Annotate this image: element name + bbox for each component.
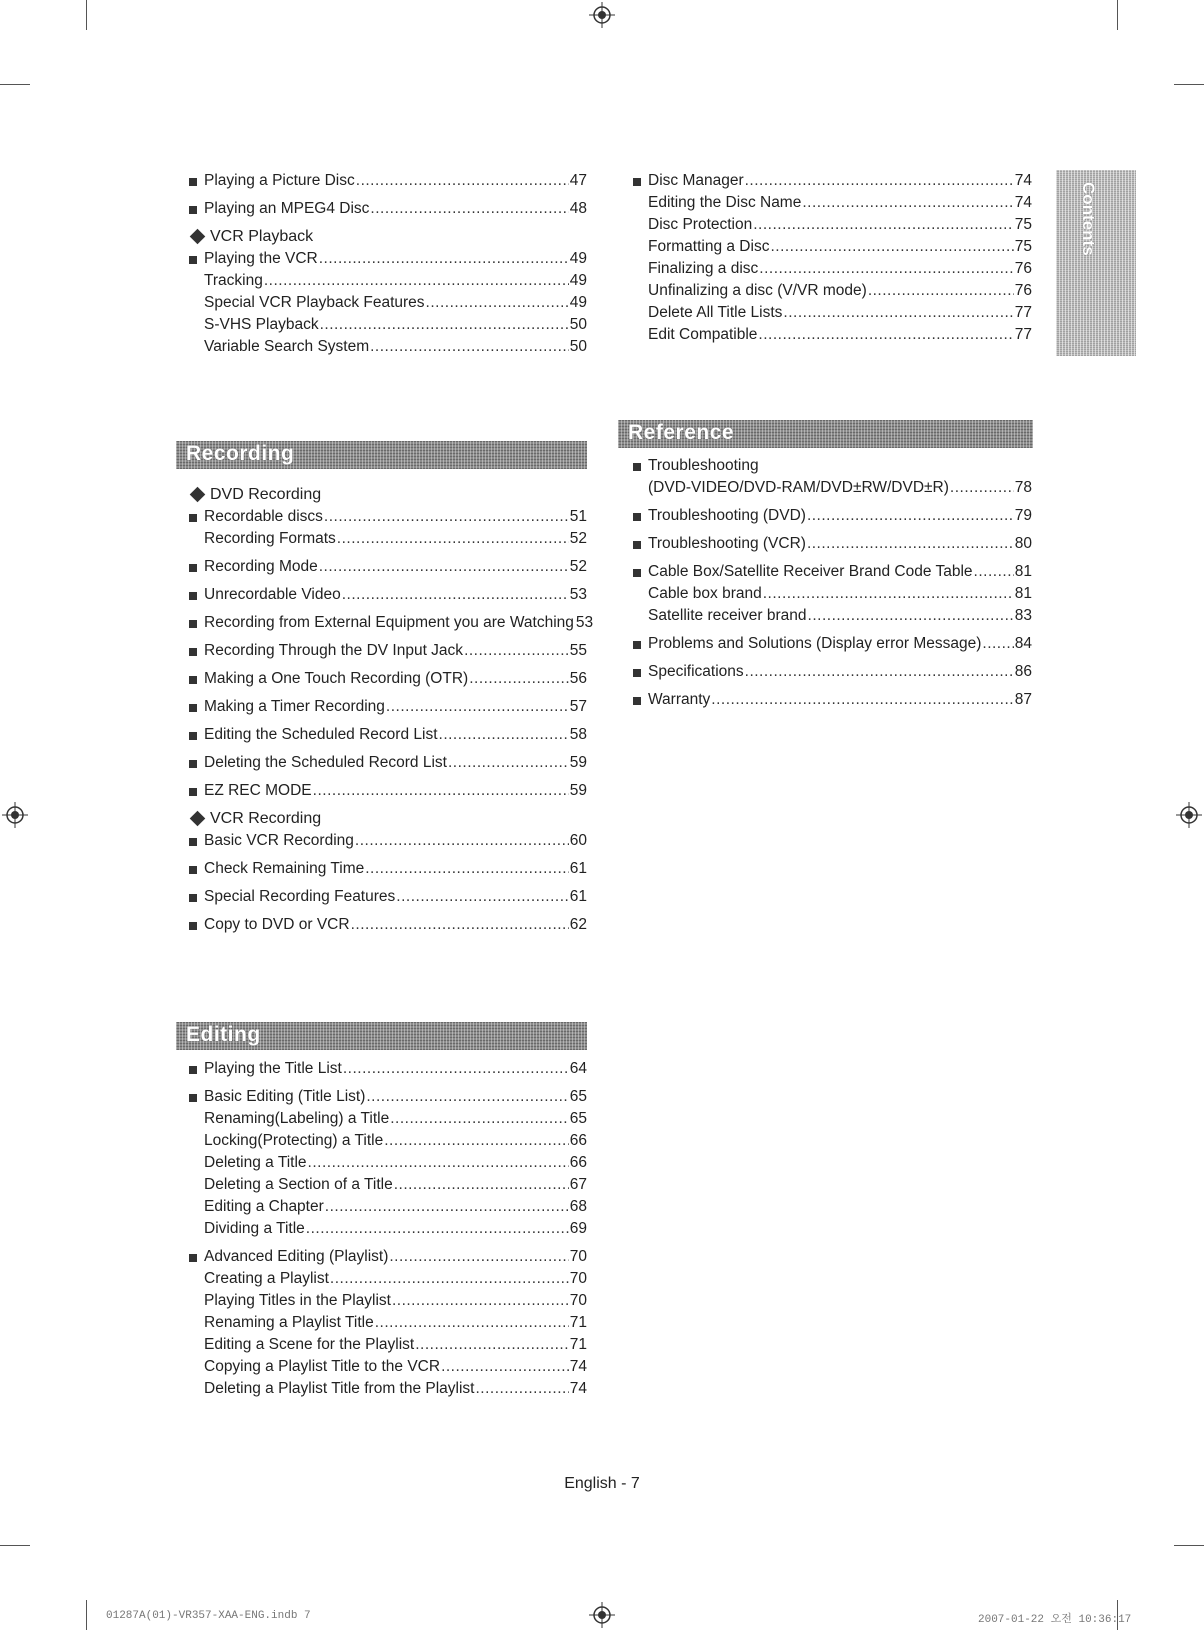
toc-entry-title: Deleting the Scheduled Record List: [204, 754, 447, 771]
toc-page-number: 65: [569, 1088, 587, 1105]
dot-leader: [389, 1246, 568, 1268]
toc-entry-title: Special VCR Playback Features: [204, 294, 425, 311]
toc-entry: [188, 584, 587, 606]
toc-entry: [188, 914, 587, 936]
toc-entry: [632, 689, 1032, 711]
toc-entry: [632, 633, 1032, 655]
toc-page-number: 75: [1014, 216, 1032, 233]
toc-entry-title: S-VHS Playback: [204, 316, 319, 333]
dot-leader: [464, 640, 569, 662]
toc-subentry: [632, 605, 1032, 627]
toc-entry-title: Basic Editing (Title List): [204, 1088, 366, 1105]
dot-leader: [392, 1290, 569, 1312]
toc-page-number: 61: [569, 860, 587, 877]
toc-page-number: 67: [569, 1176, 587, 1193]
toc-page-number: 69: [569, 1220, 587, 1237]
registration-mark-icon: [1176, 802, 1202, 828]
dot-leader: [308, 1152, 569, 1174]
toc-page-number: 50: [569, 338, 587, 355]
toc-page-number: 52: [569, 530, 587, 547]
toc-entry-title: Troubleshooting (DVD): [648, 507, 806, 524]
trim-mark: [86, 0, 87, 30]
toc-entry: [188, 780, 587, 802]
toc-entry-title: Recordable discs: [204, 508, 323, 525]
toc-subentry: [188, 1356, 587, 1378]
toc-page-number: 74: [1014, 194, 1032, 211]
toc-page-number: 81: [1014, 585, 1032, 602]
toc-subheading: [188, 226, 587, 248]
toc-page-number: 78: [1014, 479, 1032, 496]
toc-entry: [188, 752, 587, 774]
toc-subentry: [188, 1378, 587, 1400]
toc-entry-title: Editing the Scheduled Record List: [204, 726, 438, 743]
toc-entry: [632, 533, 1032, 555]
toc-entry: [188, 612, 594, 634]
toc-page-number: 66: [569, 1154, 587, 1171]
registration-mark-icon: [589, 2, 615, 28]
dot-leader: [320, 314, 569, 336]
dot-leader: [982, 633, 1013, 655]
toc-subentry: [188, 1196, 587, 1218]
dot-leader: [745, 661, 1014, 683]
toc-subentry: [632, 236, 1032, 258]
dot-leader: [396, 886, 568, 908]
dot-leader: [324, 506, 569, 528]
toc-page-number: 71: [569, 1336, 587, 1353]
toc-entry-title: Unrecordable Video: [204, 586, 341, 603]
toc-subentry: [632, 192, 1032, 214]
section-title: Editing: [186, 1023, 261, 1046]
dot-leader: [325, 1196, 569, 1218]
dot-leader: [394, 1174, 569, 1196]
dot-leader: [356, 170, 569, 192]
dot-leader: [370, 336, 569, 358]
dot-leader: [384, 1130, 569, 1152]
toc-page-number: 61: [569, 888, 587, 905]
toc-entry-title: Disc Protection: [648, 216, 753, 233]
toc-page-number: 59: [569, 782, 587, 799]
page-footer: English - 7: [564, 1475, 640, 1492]
toc-subentry: [188, 336, 587, 358]
dot-leader: [319, 556, 569, 578]
toc-subentry: [188, 1130, 587, 1152]
dot-leader: [783, 302, 1013, 324]
toc-subentry: [188, 1152, 587, 1174]
toc-page-number: 77: [1014, 304, 1032, 321]
toc-entry-title: Cable box brand: [648, 585, 762, 602]
toc-entry: [632, 505, 1032, 527]
toc-page-number: 53: [569, 586, 587, 603]
toc-page-number: 66: [569, 1132, 587, 1149]
toc-page-number: 59: [569, 754, 587, 771]
toc-page-number: 60: [569, 832, 587, 849]
dot-leader: [753, 214, 1014, 236]
toc-entry-title: Satellite receiver brand: [648, 607, 807, 624]
toc-subentry: [188, 1108, 587, 1130]
toc-page-number: 53: [575, 614, 594, 631]
dot-leader: [370, 198, 568, 220]
toc-page-number: 49: [569, 294, 587, 311]
toc-page-number: 51: [569, 508, 587, 525]
toc-editing: [188, 1058, 587, 1400]
toc-page-number: 77: [1014, 326, 1032, 343]
toc-entry: [188, 1246, 587, 1268]
toc-entry-title: Editing a Scene for the Playlist: [204, 1336, 415, 1353]
toc-subentry: [188, 528, 587, 550]
toc-entry-title: Dividing a Title: [204, 1220, 305, 1237]
diamond-bullet-icon: [190, 487, 206, 503]
toc-page-number: 68: [569, 1198, 587, 1215]
toc-page-number: 57: [569, 698, 587, 715]
toc-page-number: 65: [569, 1110, 587, 1127]
toc-subheading-text: VCR Recording: [210, 810, 322, 827]
toc-entry-title: Troubleshooting (VCR): [648, 535, 806, 552]
dot-leader: [808, 605, 1014, 627]
dot-leader: [758, 324, 1013, 346]
toc-page-number: 56: [569, 670, 587, 687]
toc-entry: [188, 506, 587, 528]
dot-leader: [441, 1356, 569, 1378]
section-banner-editing: [176, 1022, 587, 1050]
toc-entry-title: Check Remaining Time: [204, 860, 365, 877]
toc-subheading-text: DVD Recording: [210, 486, 322, 503]
toc-page-number: 74: [569, 1358, 587, 1375]
toc-subentry: [632, 258, 1032, 280]
toc-entry-title: Editing the Disc Name: [648, 194, 802, 211]
toc-entry-title: Playing an MPEG4 Disc: [204, 200, 370, 217]
toc-entry-title: Disc Manager: [648, 172, 744, 189]
toc-entry-title: Playing the Title List: [204, 1060, 342, 1077]
toc-entry: [188, 830, 587, 852]
toc-subentry: [632, 477, 1032, 499]
toc-page-number: 52: [569, 558, 587, 575]
toc-entry-title: Problems and Solutions (Display error Message): [648, 635, 982, 652]
toc-page-number: 47: [569, 172, 587, 189]
toc-page-number: 49: [569, 250, 587, 267]
dot-leader: [264, 270, 569, 292]
toc-entry-title: Formatting a Disc: [648, 238, 770, 255]
dot-leader: [439, 724, 569, 746]
toc-page-number: 74: [569, 1380, 587, 1397]
dot-leader: [807, 505, 1014, 527]
registration-mark-icon: [2, 802, 28, 828]
toc-entry-title: Recording Mode: [204, 558, 318, 575]
dot-leader: [330, 1268, 569, 1290]
dot-leader: [306, 1218, 569, 1240]
toc-entry-title: Renaming a Playlist Title: [204, 1314, 374, 1331]
trim-mark: [0, 84, 30, 85]
toc-page-number: 70: [569, 1270, 587, 1287]
trim-mark: [1174, 84, 1204, 85]
dot-leader: [802, 192, 1013, 214]
toc-page-number: 70: [569, 1248, 587, 1265]
toc-page-number: 87: [1014, 691, 1032, 708]
toc-entry-title: Playing a Picture Disc: [204, 172, 355, 189]
toc-entry: [188, 1058, 587, 1080]
toc-page-number: 62: [569, 916, 587, 933]
toc-entry: [188, 170, 587, 192]
section-title: Reference: [628, 421, 735, 444]
toc-subentry: [188, 1268, 587, 1290]
toc-subentry: [632, 324, 1032, 346]
toc-subentry: [188, 1334, 587, 1356]
toc-entry-title: Creating a Playlist: [204, 1270, 329, 1287]
dot-leader: [770, 236, 1013, 258]
toc-page-number: 50: [569, 316, 587, 333]
toc-subentry: [188, 1174, 587, 1196]
side-tab-label: Contents: [1079, 182, 1098, 256]
dot-leader: [711, 689, 1013, 711]
print-slug-left: 01287A(01)-VR357-XAA-ENG.indb 7: [106, 1610, 311, 1622]
dot-leader: [319, 248, 569, 270]
toc-subentry: [632, 583, 1032, 605]
dot-leader: [415, 1334, 569, 1356]
toc-subentry: [188, 270, 587, 292]
toc-entry-title: Edit Compatible: [648, 326, 758, 343]
toc-entry-title: (DVD-VIDEO/DVD-RAM/DVD±RW/DVD±R): [648, 479, 949, 496]
registration-mark-icon: [589, 1602, 615, 1628]
dot-leader: [355, 830, 569, 852]
toc-entry-title: Unfinalizing a disc (V/VR mode): [648, 282, 867, 299]
trim-mark: [0, 1545, 30, 1546]
toc-reference: [632, 455, 1032, 711]
toc-subheading: [188, 808, 587, 830]
toc-recording: [188, 478, 594, 936]
toc-entry-title: Special Recording Features: [204, 888, 396, 905]
toc-subentry: [632, 280, 1032, 302]
toc-entry-title: Warranty: [648, 691, 711, 708]
dot-leader: [469, 668, 569, 690]
dot-leader: [807, 533, 1014, 555]
trim-mark: [86, 1600, 87, 1630]
toc-subentry: [632, 302, 1032, 324]
toc-entry: [188, 696, 587, 718]
toc-page-number: 79: [1014, 507, 1032, 524]
toc-page-number: 76: [1014, 282, 1032, 299]
toc-entry-title: Delete All Title Lists: [648, 304, 783, 321]
trim-mark: [1117, 0, 1118, 30]
dot-leader: [366, 1086, 568, 1108]
section-banner-reference: [618, 420, 1033, 448]
toc-page-number: 75: [1014, 238, 1032, 255]
toc-entry-title: EZ REC MODE: [204, 782, 312, 799]
toc-entry-title: Copying a Playlist Title to the VCR: [204, 1358, 441, 1375]
section-title: Recording: [186, 442, 295, 465]
toc-page-number: 86: [1014, 663, 1032, 680]
toc-entry: [632, 661, 1032, 683]
toc-entry-title: Deleting a Title: [204, 1154, 307, 1171]
toc-page-number: 81: [1014, 563, 1032, 580]
toc-entry: [188, 668, 587, 690]
toc-entry-title: Deleting a Playlist Title from the Playlist: [204, 1380, 475, 1397]
toc-page-number: 55: [569, 642, 587, 659]
toc-entry: [188, 1086, 587, 1108]
dot-leader: [386, 696, 569, 718]
dot-leader: [759, 258, 1013, 280]
diamond-bullet-icon: [190, 811, 206, 827]
dot-leader: [745, 170, 1014, 192]
toc-subentry: [188, 1290, 587, 1312]
dot-leader: [390, 1108, 569, 1130]
toc-subentry: [188, 1218, 587, 1240]
dot-leader: [365, 858, 569, 880]
diamond-bullet-icon: [190, 229, 206, 245]
dot-leader: [974, 561, 1014, 583]
toc-entry-title: Tracking: [204, 272, 263, 289]
toc-left-top: [188, 170, 587, 358]
toc-page-number: 80: [1014, 535, 1032, 552]
dot-leader: [448, 752, 569, 774]
toc-subentry: [188, 292, 587, 314]
toc-page-number: 76: [1014, 260, 1032, 277]
toc-entry-title: Finalizing a disc: [648, 260, 759, 277]
toc-page-number: 70: [569, 1292, 587, 1309]
toc-entry-title: Copy to DVD or VCR: [204, 916, 350, 933]
toc-entry: [632, 455, 1032, 477]
toc-entry-title: Making a Timer Recording: [204, 698, 385, 715]
toc-entry: [632, 170, 1032, 192]
toc-right-top: [632, 170, 1032, 346]
dot-leader: [426, 292, 569, 314]
toc-entry: [188, 886, 587, 908]
toc-entry-title: Recording Through the DV Input Jack: [204, 642, 464, 659]
dot-leader: [763, 583, 1014, 605]
toc-entry: [188, 640, 587, 662]
toc-subentry: [188, 1312, 587, 1334]
toc-entry-title: Renaming(Labeling) a Title: [204, 1110, 390, 1127]
toc-page-number: 83: [1014, 607, 1032, 624]
toc-entry-title: Deleting a Section of a Title: [204, 1176, 393, 1193]
dot-leader: [351, 914, 569, 936]
dot-leader: [313, 780, 569, 802]
toc-entry-title: Recording Formats: [204, 530, 336, 547]
toc-subentry: [632, 214, 1032, 236]
toc-entry-title: Advanced Editing (Playlist): [204, 1248, 389, 1265]
toc-entry-title: Specifications: [648, 663, 744, 680]
toc-page-number: 49: [569, 272, 587, 289]
toc-entry: [188, 248, 587, 270]
dot-leader: [476, 1378, 569, 1400]
toc-entry-title: Locking(Protecting) a Title: [204, 1132, 384, 1149]
toc-subentry: [188, 314, 587, 336]
trim-mark: [1174, 1545, 1204, 1546]
toc-entry-title: Making a One Touch Recording (OTR): [204, 670, 469, 687]
dot-leader: [950, 477, 1014, 499]
dot-leader: [342, 584, 569, 606]
dot-leader: [868, 280, 1014, 302]
toc-entry-title: Variable Search System: [204, 338, 370, 355]
toc-entry: [188, 858, 587, 880]
section-banner-recording: [176, 441, 587, 469]
toc-entry: [188, 724, 587, 746]
toc-page-number: 64: [569, 1060, 587, 1077]
toc-page-number: 74: [1014, 172, 1032, 189]
toc-entry-title: Recording from External Equipment you are Watching: [204, 614, 574, 631]
toc-entry: [188, 198, 587, 220]
toc-entry-title: Cable Box/Satellite Receiver Brand Code Table: [648, 563, 973, 580]
toc-entry-title: Playing the VCR: [204, 250, 318, 267]
toc-page-number: 58: [569, 726, 587, 743]
toc-page-number: 71: [569, 1314, 587, 1331]
toc-entry: [632, 561, 1032, 583]
toc-entry-title: Troubleshooting: [648, 457, 759, 474]
toc-subheading-text: VCR Playback: [210, 228, 314, 245]
toc-entry-title: Basic VCR Recording: [204, 832, 354, 849]
toc-subheading: [188, 484, 587, 506]
toc-entry-title: Editing a Chapter: [204, 1198, 324, 1215]
toc-page-number: 84: [1014, 635, 1032, 652]
dot-leader: [375, 1312, 569, 1334]
dot-leader: [343, 1058, 569, 1080]
side-tab: [1056, 170, 1136, 356]
print-slug-right: 2007-01-22 오전 10:36:17: [978, 1614, 1132, 1626]
toc-entry: [188, 556, 587, 578]
toc-page-number: 48: [569, 200, 587, 217]
toc-entry-title: Playing Titles in the Playlist: [204, 1292, 391, 1309]
dot-leader: [337, 528, 569, 550]
